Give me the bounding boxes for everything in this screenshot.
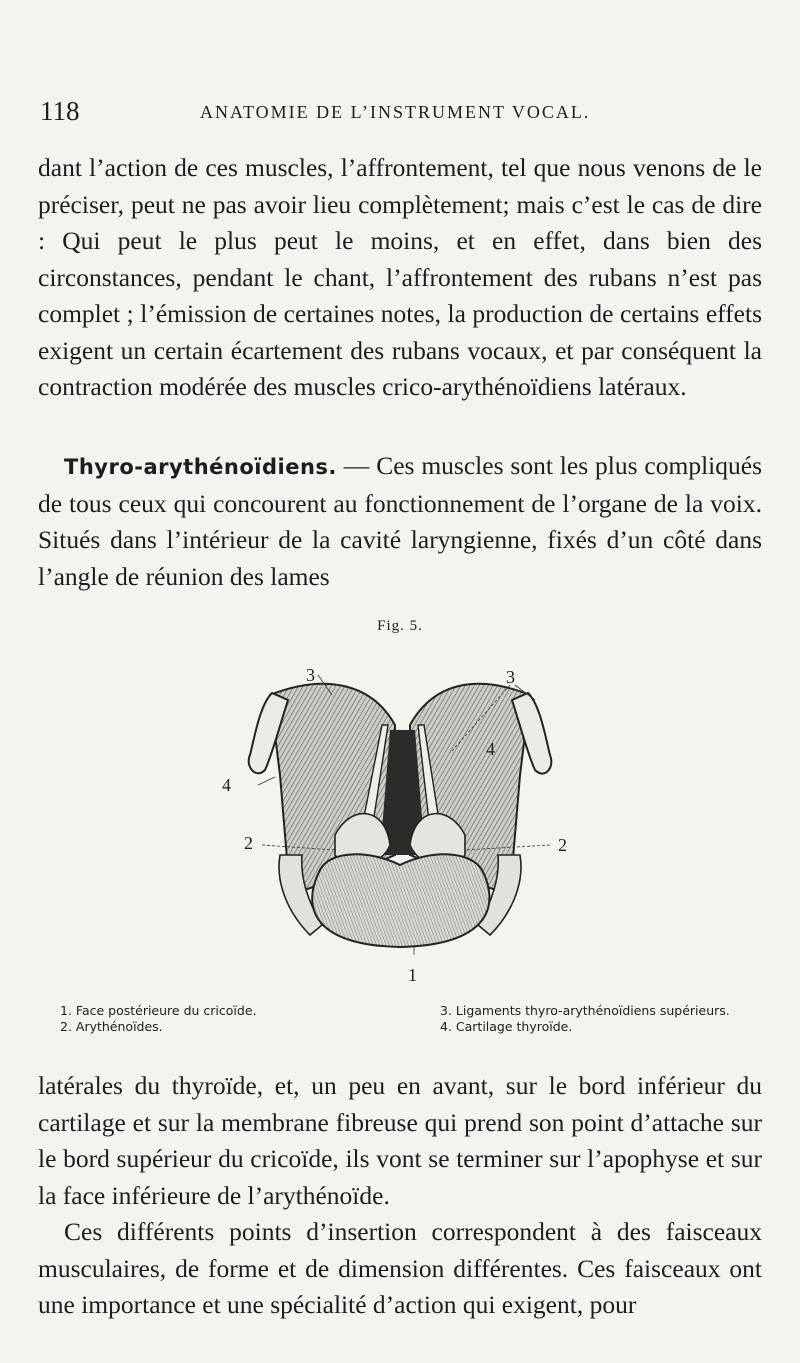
- paragraph-1: dant l’action de ces muscles, l’affrontement, tel que nous venons de le préciser, peut ne pas avoir lieu complètement; mais c’est le cas de dire : Qui peut le plus peut le moins, et en effet, dans bien des circonstances, pendant le chant, l’affrontement des rubans n’est pas complet ; l’émission de certaines notes, la production de certains effets exigent un certain écartement des rubans vocaux, et par conséquent la contraction modérée des muscles crico-arythénoïdiens latéraux.: [38, 153, 762, 401]
- legend-item-2: 2. Arythénoïdes.: [60, 1019, 163, 1034]
- paragraph-2-body: — Ces muscles sont les plus compliqués de tous ceux qui concourent au fonctionnement de l’organe de la voix. Situés dans l’intérieur de la cavité laryngienne, fixés d’un côté dans l’angle de réunion des lames: [38, 451, 762, 591]
- cricoid-posterior-face: [312, 854, 489, 947]
- section-heading: Thyro-arythénoïdiens.: [64, 455, 337, 479]
- paragraph-3: latérales du thyroïde, et, un peu en avant, sur le bord inférieur du cartilage et sur la membrane fibreuse qui prend son point d’attache sur le bord supérieur du cricoïde, ils vont se terminer sur l’apophyse et sur la face inférieure de l’arythénoïde.: [38, 1071, 762, 1210]
- page-header: [40, 96, 760, 136]
- label-3-left: 3: [306, 665, 315, 685]
- label-4-left: 4: [222, 775, 231, 795]
- label-3-right: 3: [506, 667, 515, 687]
- legend-item-1: 1. Face postérieure du cricoïde.: [60, 1003, 257, 1018]
- page-number: 118: [40, 96, 80, 126]
- legend-item-4: 4. Cartilage thyroïde.: [440, 1019, 573, 1034]
- figure-legend-right: [440, 1003, 730, 1035]
- figure-caption: Fig. 5.: [377, 618, 423, 634]
- paragraph-2: [38, 448, 762, 595]
- paragraph-4: Ces différents points d’insertion correspondent à des faisceaux musculaires, de forme et de dimension différentes. Ces faisceaux ont une importance et une spécialité d’action qui exigent, pour: [38, 1217, 762, 1319]
- label-4-right: 4: [486, 739, 495, 759]
- label-2-right: 2: [558, 835, 567, 855]
- figure-legend-left: [60, 1003, 256, 1035]
- label-2-left: 2: [244, 833, 253, 853]
- label-1: 1: [408, 965, 417, 985]
- legend-item-3: 3. Ligaments thyro-arythénoïdiens supérieurs.: [440, 1003, 730, 1018]
- larynx-illustration: [210, 655, 590, 985]
- running-title: ANATOMIE DE L’INSTRUMENT VOCAL.: [200, 102, 591, 122]
